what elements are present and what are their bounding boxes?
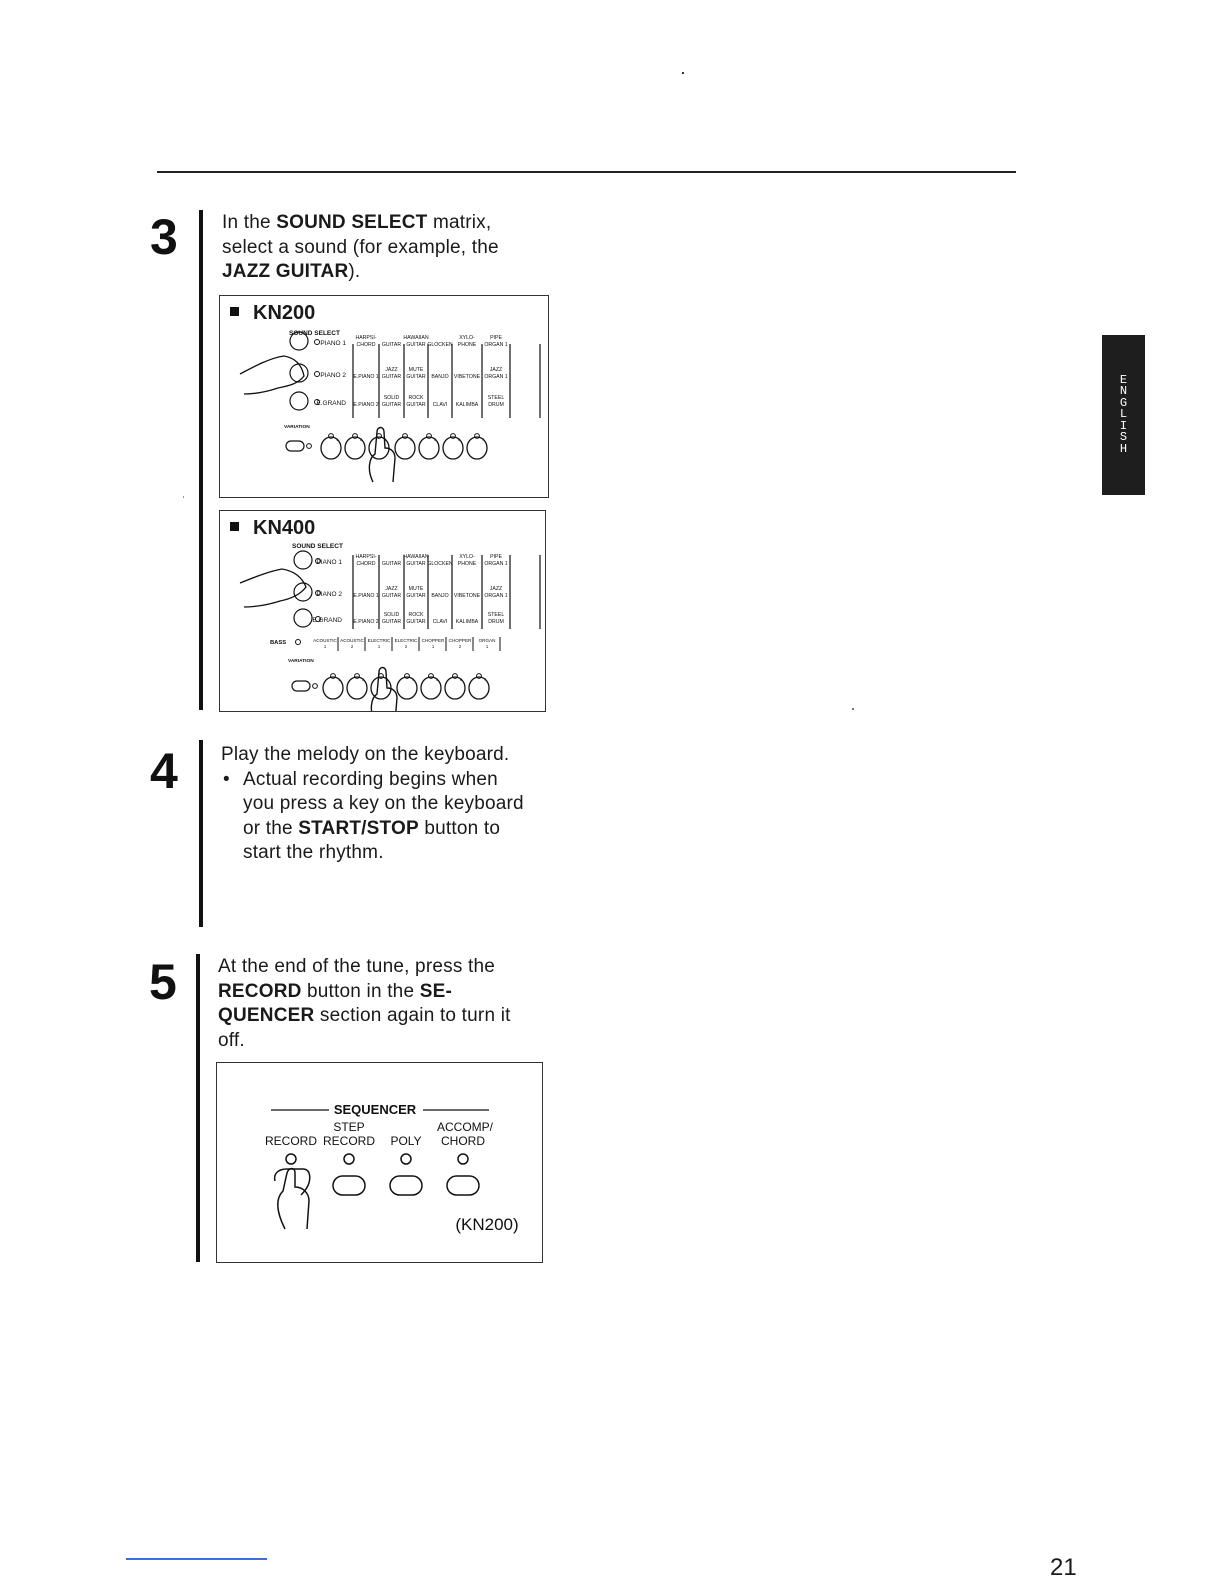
- sequencer-led: [401, 1154, 411, 1164]
- step-4-text: [221, 743, 551, 866]
- bullet-line: [221, 768, 551, 793]
- text-run: button to: [418, 817, 501, 839]
- bass-cell-number: 2: [404, 644, 408, 649]
- matrix-cell-label: CLAVI: [432, 402, 448, 408]
- matrix-cell-label: MUTE: [408, 586, 424, 592]
- text-line: [222, 236, 552, 261]
- text-line: [218, 955, 548, 980]
- number-label: 5: [436, 677, 439, 682]
- step-bar-4: [199, 740, 203, 927]
- variation-led: [307, 444, 312, 449]
- row-select-button: [294, 583, 312, 601]
- number-button: [443, 437, 463, 459]
- sequencer-button-top-label: STEP: [333, 1120, 365, 1134]
- top-rule: [157, 171, 1016, 173]
- language-tab: [1102, 335, 1145, 495]
- sequencer-button-label: RECORD: [264, 1134, 318, 1148]
- bass-cell-label: ORGAN: [478, 638, 496, 643]
- matrix-cell-label: E.PIANO 2: [353, 402, 379, 408]
- matrix-cell-label: BANJO: [431, 374, 449, 380]
- row-label: PIANO 1: [320, 340, 346, 347]
- number-label: 3: [386, 677, 389, 682]
- matrix-cell-label: GUITAR: [381, 561, 402, 567]
- side-tab-letter: G: [1119, 395, 1128, 410]
- row-label: E.GRAND: [316, 400, 346, 407]
- bass-cell-number: 1: [431, 644, 435, 649]
- row-select-button: [294, 609, 312, 627]
- speck: [852, 708, 854, 710]
- bullet-line: [221, 841, 551, 866]
- matrix-cell-label: MUTE: [408, 367, 424, 373]
- bass-cell-number: 1: [323, 644, 327, 649]
- number-button: [467, 437, 487, 459]
- number-button: [395, 437, 415, 459]
- number-button: [321, 437, 341, 459]
- bass-cell-label: ACOUSTIC: [313, 638, 337, 643]
- step-number-3: 3: [150, 209, 178, 265]
- sequencer-button: [447, 1176, 479, 1195]
- bass-cell-number: 1: [377, 644, 381, 649]
- matrix-cell-label: GUITAR: [406, 593, 426, 599]
- pressing-hand-icon: [369, 428, 395, 483]
- bold-term: JAZZ GUITAR: [222, 261, 349, 282]
- matrix-cell-label: ROCK: [408, 395, 424, 401]
- number-button: [347, 677, 367, 699]
- number-label: 7: [484, 677, 487, 682]
- bass-cell-label: CHOPPER: [421, 638, 445, 643]
- bold-term: SE-: [419, 980, 452, 1002]
- variation-button: [292, 681, 310, 691]
- bass-led: [296, 640, 301, 645]
- matrix-cell-label: HARPSI-: [355, 554, 377, 560]
- variation-button: [286, 441, 304, 451]
- side-tab-letter: L: [1119, 407, 1128, 422]
- matrix-cell-label: PHONE: [457, 342, 477, 348]
- kn200-diagram: [220, 296, 548, 496]
- bold-term: SOUND SELECT: [276, 212, 428, 233]
- number-label: 2: [360, 437, 363, 442]
- row-label: PIANO 2: [320, 372, 346, 379]
- sequencer-led: [344, 1154, 354, 1164]
- row-label: E.GRAND: [312, 617, 342, 624]
- number-label: 4: [410, 437, 413, 442]
- matrix-cell-label: CLAVI: [432, 619, 448, 625]
- bass-cell-label: ELECTRIC: [367, 638, 391, 643]
- matrix-cell-label: GUITAR: [381, 593, 402, 599]
- matrix-cell-label: KALIMBA: [455, 619, 479, 625]
- row-led: [315, 340, 320, 345]
- text-line: [222, 211, 552, 236]
- text-line: [218, 980, 548, 1005]
- text-line: [218, 1029, 548, 1054]
- bullet: •: [223, 768, 230, 790]
- text-line: [222, 260, 552, 285]
- bold-term: QUENCER: [218, 1005, 315, 1026]
- text-run: In the: [222, 212, 277, 233]
- side-tab-letter: N: [1119, 384, 1128, 399]
- side-tab-letter: I: [1119, 418, 1128, 433]
- matrix-cell-label: E.PIANO 2: [353, 619, 379, 625]
- number-button: [469, 677, 489, 699]
- bass-cell-number: 2: [350, 644, 354, 649]
- matrix-cell-label: GUITAR: [406, 342, 426, 348]
- sequencer-button-label: RECORD: [322, 1134, 376, 1148]
- bold-term: RECORD: [218, 980, 302, 1002]
- text-run: ).: [348, 261, 361, 282]
- matrix-cell-label: GUITAR: [406, 402, 426, 408]
- matrix-cell-label: SOLID: [383, 395, 400, 401]
- number-button: [345, 437, 365, 459]
- matrix-cell-label: PIPE: [490, 335, 502, 341]
- page-number: 21: [1050, 1554, 1077, 1581]
- matrix-cell-label: HARPSI-: [355, 335, 377, 341]
- matrix-cell-label: GUITAR: [381, 402, 402, 408]
- matrix-cell-label: E.PIANO 1: [353, 593, 379, 599]
- bold-term: START/STOP: [298, 817, 419, 839]
- number-label: 5: [434, 437, 437, 442]
- text-run: off.: [218, 1029, 245, 1051]
- matrix-cell-label: XYLO-: [459, 335, 475, 341]
- number-button: [323, 677, 343, 699]
- matrix-cell-label: XYLO-: [459, 554, 475, 560]
- bass-cell-label: CHOPPER: [448, 638, 472, 643]
- variation-label: VARIATION: [288, 659, 314, 664]
- row-led: [315, 372, 320, 377]
- bass-cell-label: ACOUSTIC: [340, 638, 364, 643]
- sequencer-panel: [216, 1062, 543, 1263]
- matrix-cell-label: KALIMBA: [455, 402, 479, 408]
- bullet-line: [221, 817, 551, 842]
- number-button: [419, 437, 439, 459]
- sequencer-button-top-label: ACCOMP/: [436, 1120, 494, 1134]
- row-select-button: [294, 551, 312, 569]
- matrix-cell-label: BANJO: [431, 593, 449, 599]
- number-label: 2: [362, 677, 365, 682]
- matrix-cell-label: PIPE: [490, 554, 502, 560]
- matrix-cell-label: GLOCKEN: [427, 342, 453, 348]
- sequencer-led: [458, 1154, 468, 1164]
- pressing-hand-icon: [371, 668, 397, 712]
- sequencer-title: SEQUENCER: [333, 1102, 417, 1117]
- row-label: PIANO 1: [316, 559, 342, 566]
- sequencer-button: [390, 1176, 422, 1195]
- kn400-title: KN400: [230, 517, 315, 540]
- step-number-5: 5: [149, 954, 177, 1010]
- speck: [183, 496, 184, 498]
- matrix-cell-label: ORGAN 1: [484, 593, 508, 599]
- number-button: [421, 677, 441, 699]
- pointing-hand-icon: [240, 569, 306, 607]
- bass-cell-number: 1: [485, 644, 489, 649]
- number-label: 3: [384, 437, 387, 442]
- kn400-diagram: [220, 511, 545, 711]
- matrix-cell-label: HAWAIIAN: [403, 554, 429, 560]
- text-line: [218, 1004, 548, 1029]
- number-label: 1: [336, 437, 339, 442]
- matrix-cell-label: ORGAN 1: [484, 561, 508, 567]
- kn200-title: KN200: [230, 302, 315, 325]
- pointing-hand-icon: [240, 356, 304, 394]
- matrix-cell-label: GUITAR: [406, 374, 426, 380]
- matrix-cell-label: ORGAN 1: [484, 374, 508, 380]
- text-run: or the: [243, 817, 299, 839]
- matrix-cell-label: CHORD: [356, 561, 376, 567]
- matrix-cell-label: JAZZ: [489, 367, 503, 373]
- bass-cell-number: 2: [458, 644, 462, 649]
- text-run: button in the: [301, 980, 420, 1002]
- matrix-cell-label: PHONE: [457, 561, 477, 567]
- bass-cell-label: ELECTRIC: [394, 638, 418, 643]
- speck: [682, 72, 684, 74]
- footer-link[interactable]: [126, 1558, 267, 1560]
- number-label: 6: [458, 437, 461, 442]
- text-run: Play the melody on the keyboard.: [221, 744, 510, 765]
- matrix-cell-label: CHORD: [356, 342, 376, 348]
- matrix-cell-label: DRUM: [488, 619, 504, 625]
- row-label: PIANO 2: [316, 591, 342, 598]
- number-label: 1: [338, 677, 341, 682]
- text-run: matrix,: [427, 212, 492, 233]
- matrix-cell-label: JAZZ: [385, 367, 398, 373]
- matrix-cell-label: DRUM: [488, 402, 504, 408]
- step-3-text: [222, 211, 552, 285]
- side-tab-letter: H: [1119, 441, 1128, 456]
- text-run: At the end of the tune, press the: [218, 956, 496, 977]
- number-label: 6: [460, 677, 463, 682]
- matrix-cell-label: GUITAR: [406, 561, 426, 567]
- variation-led: [313, 684, 318, 689]
- sequencer-diagram: [217, 1063, 542, 1261]
- step-5-text: [218, 955, 548, 1053]
- matrix-cell-label: ROCK: [408, 612, 424, 618]
- matrix-cell-label: VIBETONE: [453, 374, 481, 380]
- text-run: section again to turn it: [314, 1005, 511, 1026]
- variation-label: VARIATION: [284, 425, 310, 430]
- matrix-cell-label: JAZZ: [489, 586, 503, 592]
- text-line: [221, 743, 551, 768]
- number-label: 7: [482, 437, 485, 442]
- row-select-button: [290, 392, 308, 410]
- sound-select-label: SOUND SELECT: [292, 543, 343, 550]
- text-run: Actual recording begins when: [243, 768, 498, 790]
- step-bar-5: [196, 954, 200, 1262]
- matrix-cell-label: SOLID: [383, 612, 400, 618]
- number-button: [397, 677, 417, 699]
- pressing-hand-icon: [278, 1169, 309, 1230]
- sequencer-button: [333, 1176, 365, 1195]
- step-number-4: 4: [150, 743, 178, 799]
- text-run: select a sound (for example, the: [222, 236, 499, 258]
- matrix-cell-label: GUITAR: [381, 342, 402, 348]
- number-button: [445, 677, 465, 699]
- kn400-panel: [219, 510, 546, 712]
- matrix-cell-label: GUITAR: [406, 619, 426, 625]
- bullet-line: [221, 792, 551, 817]
- matrix-cell-label: GUITAR: [381, 619, 402, 625]
- bass-label: BASS: [270, 640, 287, 646]
- row-select-button: [290, 364, 308, 382]
- matrix-cell-label: STEEL: [487, 612, 505, 618]
- sound-select-label: SOUND SELECT: [289, 330, 340, 337]
- matrix-cell-label: GUITAR: [381, 374, 402, 380]
- sequencer-button-label: POLY: [390, 1134, 422, 1148]
- number-label: 4: [412, 677, 415, 682]
- matrix-cell-label: JAZZ: [385, 586, 398, 592]
- side-tab-letter: E: [1119, 372, 1128, 387]
- matrix-cell-label: STEEL: [487, 395, 505, 401]
- sequencer-led: [286, 1154, 296, 1164]
- sequencer-button-label: CHORD: [441, 1134, 485, 1148]
- text-run: start the rhythm.: [243, 842, 384, 863]
- matrix-cell-label: GLOCKEN: [427, 561, 453, 567]
- model-note: (KN200): [455, 1215, 519, 1234]
- kn200-panel: [219, 295, 549, 498]
- matrix-cell-label: E.PIANO 1: [353, 374, 379, 380]
- matrix-cell-label: ORGAN 1: [484, 342, 508, 348]
- step-bar-3: [199, 210, 203, 710]
- matrix-cell-label: HAWAIIAN: [403, 335, 429, 341]
- side-tab-letter: S: [1119, 430, 1128, 445]
- text-run: you press a key on the keyboard: [243, 793, 524, 814]
- matrix-cell-label: VIBETONE: [453, 593, 481, 599]
